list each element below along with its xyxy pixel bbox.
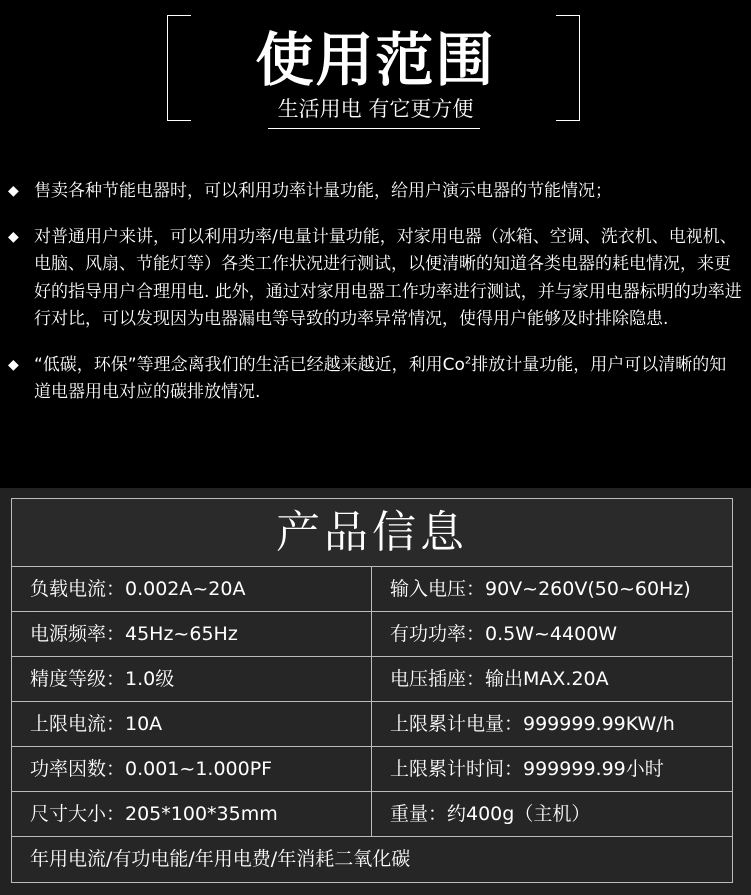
diamond-bullet-icon: ◆ [8,183,19,199]
spec-time-limit: 上限累计时间：999999.99小时 [390,758,664,780]
table-row [12,837,732,882]
product-title: 产品信息 [12,499,732,567]
usage-bullet-text: 售卖各种节能电器时，可以利用功率计量功能，给用户演示电器的节能情况； [34,181,612,201]
product-spec-table [11,498,733,883]
spec-voltage-socket: 电压插座：输出MAX.20A [390,668,609,690]
diamond-bullet-icon: ◆ [8,356,19,373]
spec-footer-features: 年用电流/有功电能/年用电费/年消耗二氧化碳 [30,848,411,870]
usage-bullet-list [8,178,743,425]
usage-title: 使用范围 [255,26,496,94]
co2-superscript: 2 [464,354,472,366]
spec-power-frequency: 电源频率：45Hz~65Hz [12,612,372,656]
table-row [12,657,732,702]
spec-input-voltage: 输入电压：90V~260V(50~60Hz) [390,578,691,600]
usage-bullet-text-before: “低碳，环保”等理念离我们的生活已经越来越近，利用Co [34,354,465,375]
usage-bullet-text: 对普通用户来讲，可以利用功率/电量计量功能，对家用电器（冰箱、空调、洗衣机、电视机、电脑、风扇、节能灯等）各类工作状况进行测试，以便清晰的知道各类电器的耗电情况，来更好的指导用户合理用电. 此外，通过对家用电器工作功率进行测试，并与家用电器标明的功率进行对比，可以发现因为电器漏电等导致的功率异常情况，使得用户能够及时排除隐患. [34,226,742,329]
usage-bullet-3 [8,352,743,407]
table-row [12,567,732,612]
product-section [0,488,751,895]
table-row [12,747,732,792]
usage-subtitle: 生活用电 有它更方便 [277,97,474,121]
table-row [12,702,732,747]
usage-bullet-1 [8,178,743,206]
spec-load-current: 负载电流：0.002A~20A [12,567,372,611]
spec-energy-limit: 上限累计电量：999999.99KW/h [390,713,675,735]
spec-weight: 重量：约400g（主机） [390,803,591,825]
spec-power-factor: 功率因数：0.001~1.000PF [12,747,372,791]
usage-bullet-2 [8,224,743,334]
table-row [12,792,732,837]
subtitle-underline [268,128,480,129]
spec-dimensions: 尺寸大小：205*100*35mm [12,792,372,836]
diamond-bullet-icon: ◆ [8,228,19,245]
spec-current-limit: 上限电流：10A [12,702,372,746]
table-row [12,612,732,657]
spec-active-power: 有功功率：0.5W~4400W [390,623,618,645]
spec-accuracy-class: 精度等级：1.0级 [12,657,372,701]
usage-bullet-text-after: 排放计量功能，用户可以清晰的知道电器用电对应的碳排放情况. [34,354,727,402]
